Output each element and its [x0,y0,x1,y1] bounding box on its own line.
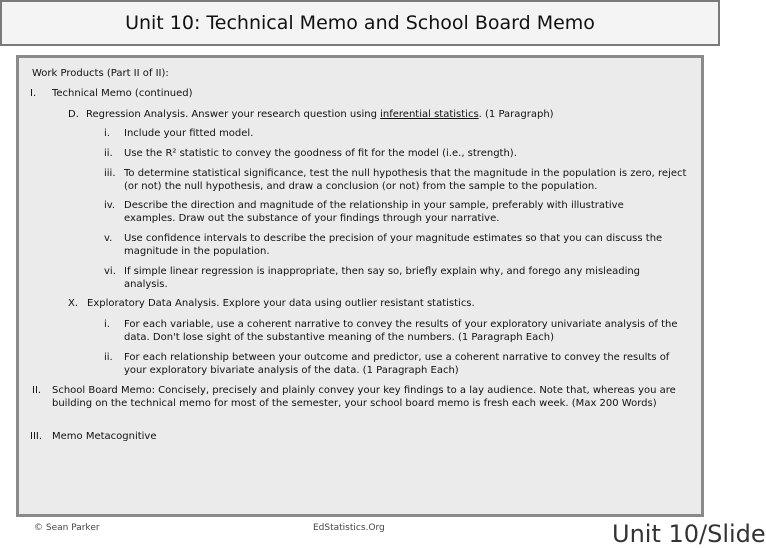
section-x-number: X. [68,298,79,309]
d-item-number: vi. [104,266,116,277]
x-item-number: i. [104,319,110,330]
section-2-text: School Board Memo: Concisely, precisely and plainly convey your key findings to a lay audience. Note that, whereas you are building on the technical memo for most of the semester, your school board memo is fresh each week. (Max 200 Words) [52,385,676,409]
section-d-text [86,108,554,121]
section-d-number: D. [68,109,79,120]
d-item-text: Include your fitted model. [124,128,254,139]
section-2-number: II. [32,385,42,396]
title-bar [0,0,720,46]
d-item-number: v. [104,233,113,244]
footer-copyright: © Sean Parker [34,523,100,533]
d-item-number: i. [104,128,110,139]
section-d-text-after: . (1 Paragraph) [478,109,554,120]
section-x-text: Exploratory Data Analysis. Explore your data using outlier resistant statistics. [87,298,475,309]
d-item-number: ii. [104,148,113,159]
section-1-number: I. [30,88,37,99]
d-item-text: Use the R² statistic to convey the goodness of fit for the model (i.e., strength). [124,148,517,159]
d-item-text: To determine statistical significance, test the null hypothesis that the magnitude in the population is zero, reject (or not) the null hypothesis, and draw a conclusion (or not) from the sample to the population. [124,168,687,192]
d-item-text: Describe the direction and magnitude of the relationship in your sample, preferably with illustrative examples. Draw out the substance of your findings through your narrative. [124,200,624,224]
x-item-text: For each variable, use a coherent narrative to convey the results of your exploratory univariate analysis of the data. Don't lose sight of the substantive meaning of the numbers. (1 Paragraph Each) [124,319,678,343]
section-3-text: Memo Metacognitive [52,431,157,442]
footer-website: EdStatistics.Org [313,523,385,533]
section-1-text: Technical Memo (continued) [52,88,193,99]
d-item-text: Use confidence intervals to describe the precision of your magnitude estimates so that you can discuss the magnitude in the population. [124,233,663,257]
x-item-text: For each relationship between your outcome and predictor, use a coherent narrative to convey the results of your exploratory bivariate analysis of the data. (1 Paragraph Each) [124,352,670,376]
d-item-text: If simple linear regression is inappropriate, then say so, briefly explain why, and forego any misleading analysis. [124,266,641,290]
footer-slide-label: Unit 10/Slide [612,520,766,548]
intro-heading: Work Products (Part II of II): [32,68,169,79]
slide-title: Unit 10: Technical Memo and School Board Memo [125,12,595,34]
section-d-text-before: Regression Analysis. Answer your research question using [86,109,381,120]
section-3-number: III. [30,431,43,442]
d-item-number: iv. [104,200,116,211]
inferential-statistics-link[interactable]: inferential statistics [380,109,479,120]
d-item-number: iii. [104,168,116,179]
x-item-number: ii. [104,352,113,363]
